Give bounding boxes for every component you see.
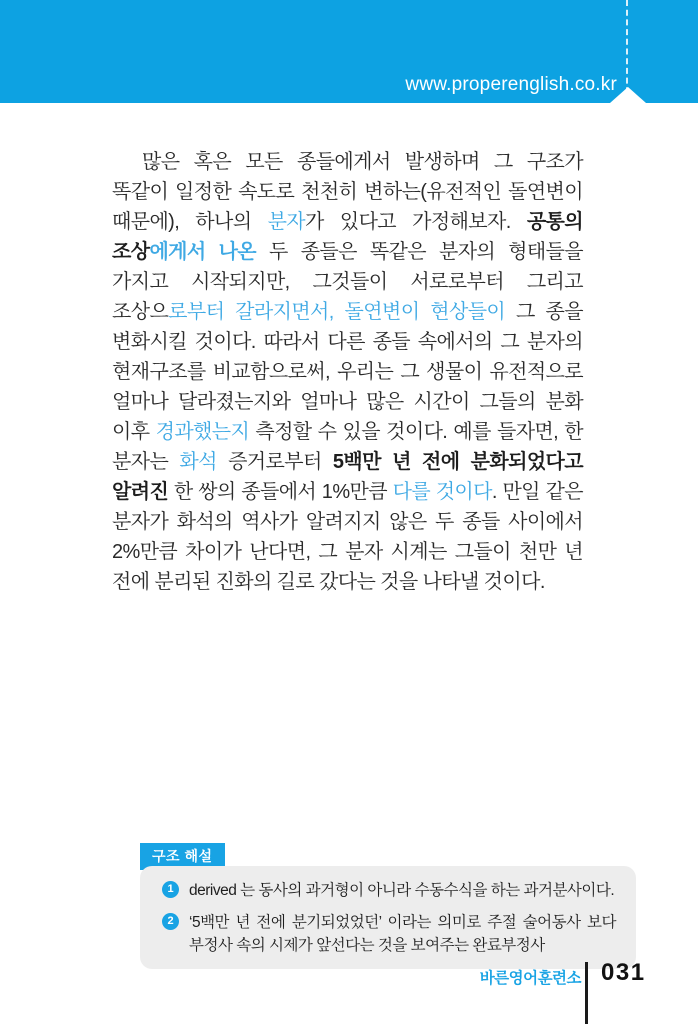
- paragraph-segment-normal: 두 종들은 똑같은 분자의 형태들을 가지고 시작되지만, 그것들이 서로로부터 그리고 조상으: [112, 241, 583, 323]
- paragraph-segment-bold-blue: 에게서 나온: [149, 241, 257, 263]
- paragraph-segment-normal: 많은 혹은 모든 종들에게서 발생하며 그 구조가 똑같이 일정한 속도로 천천히 변하는(유전적인 돌연변이 때문에), 하나의: [112, 151, 583, 233]
- footer-divider-bar: [585, 962, 588, 1024]
- page-header-band: [0, 0, 698, 103]
- triangle-notch-decoration: [610, 87, 646, 103]
- structure-note-badge: 구조 해설: [140, 843, 225, 870]
- paragraph-segment-blue: 경과했는지: [155, 421, 250, 443]
- paragraph-segment-blue: 다를 것이다: [392, 481, 492, 503]
- translation-paragraph: [112, 147, 583, 597]
- footer-brand: 바른영어훈련소: [479, 970, 581, 987]
- structure-note-box: [140, 866, 636, 969]
- numbered-circle-icon: 2: [162, 913, 179, 930]
- paragraph-segment-blue: 로부터 갈라지면서, 돌연변이 현상들이: [168, 301, 506, 323]
- paragraph-segment-blue: 화석: [179, 451, 217, 473]
- note-item-text: derived 는 동사의 과거형이 아니라 수동수식을 하는 과거분사이다.: [189, 882, 615, 899]
- paragraph-segment-normal: 측정할 수 있을 것이다. 예를 들자면, 한 분자는: [112, 421, 583, 473]
- paragraph-segment-bold: 공통의 조상: [112, 211, 583, 263]
- paragraph-segment-normal: 가 있다고 가정해보자.: [305, 211, 527, 233]
- paragraph-segment-normal: 한 쌍의 종들에서 1%만큼: [168, 481, 393, 503]
- website-url: www.properenglish.co.kr: [405, 74, 617, 95]
- page-number: 031: [601, 959, 646, 986]
- paragraph-segment-blue: 분자: [267, 211, 306, 233]
- paragraph-segment-normal: 증거로부터: [216, 451, 333, 473]
- note-item: [160, 911, 616, 957]
- paragraph-segment-normal: 그 종을 변화시킬 것이다. 따라서 다른 종들 속에서의 그 분자의 현재구조를 비교함으로써, 우리는 그 생물이 유전적으로 얼마나 달라졌는지와 얼마나 많은 시간이 그들의 분화 이후: [112, 301, 583, 443]
- paragraph-segment-normal: . 만일 같은 분자가 화석의 역사가 알려지지 않은 두 종들 사이에서 2%만큼 차이가 난다면, 그 분자 시계는 그들이 천만 년 전에 분리된 진화의 길로 갔다는 것을 나타낼 것이다.: [112, 481, 583, 593]
- note-item-text: ‘5백만 년 전에 분기되었었던’ 이라는 의미로 주절 술어동사 보다 부정사 속의 시제가 앞선다는 것을 보여주는 완료부정사: [189, 914, 616, 954]
- numbered-circle-icon: 1: [162, 881, 179, 898]
- paragraph-segment-bold: 5백만 년 전에 분화되었다고 알려진: [112, 451, 583, 503]
- note-item: [160, 879, 616, 902]
